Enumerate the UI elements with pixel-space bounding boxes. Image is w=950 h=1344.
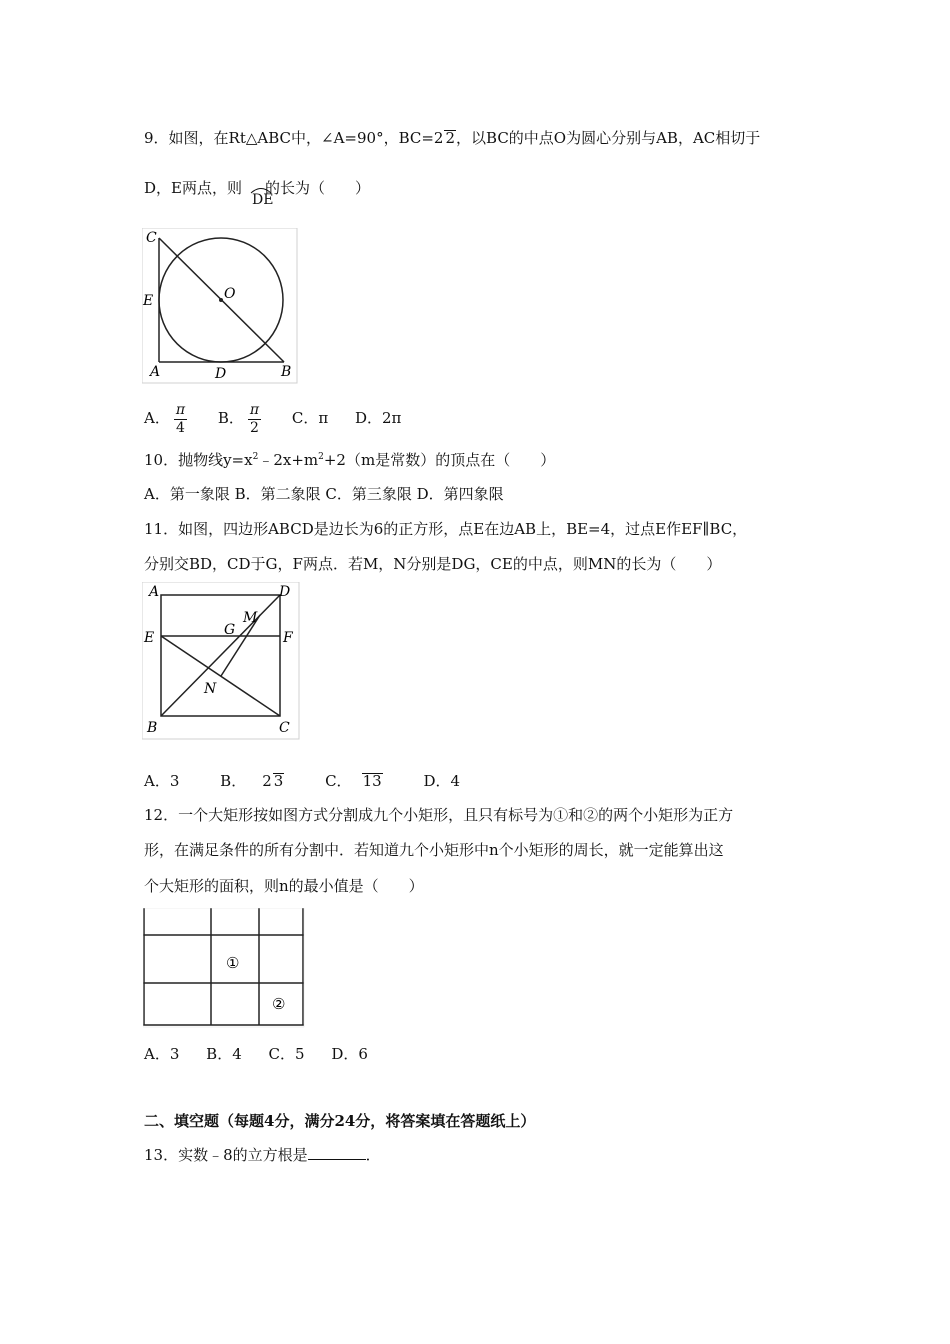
q11-option-b [220,771,284,791]
q11-label-m: M [243,610,258,626]
q9-option-c: C．π [291,409,329,427]
q9-label-a: A [150,364,161,380]
q9-text-part2: ，以BC的中点O为圆心分别与AB，AC相切于 [456,129,761,147]
q9-line1 [144,128,760,148]
q9-arc-label: DE [251,192,274,208]
q10-text-c: +2（m是常数）的顶点在（ ） [323,451,556,469]
q13-answer-blank[interactable] [308,1145,366,1160]
q9-figure [142,228,298,388]
q11-option-c [325,771,383,791]
arc-symbol-icon [250,186,272,194]
q11-options [144,771,482,791]
q9-text-line2a: D，E两点，则 [144,179,242,197]
q9-label-e: E [143,293,154,309]
q9-option-a-num: π [175,401,186,418]
q12-figure [143,908,305,1032]
q10-line1 [144,450,555,470]
q11-option-b-sqrt: 3 [273,772,284,790]
q9-text-part1: 9．如图，在Rt△ABC中，∠A=90°，BC=2 [144,129,444,147]
q11-line1: 11．如图，四边形ABCD是边长为6的正方形，点E在边AB上，BE=4，过点E作EF∥BC， [144,520,748,538]
section2-heading: 二、填空题（每题4分，满分24分，将答案填在答题纸上） [144,1112,536,1130]
q9-center-dot [219,298,223,302]
q11-option-a: A．3 [144,772,180,790]
q11-option-b-coef: 2 [262,772,272,790]
q10-text-b: ﹣2x+m [258,451,319,469]
q12-label-one: ① [226,954,240,972]
q12-options [144,1044,390,1064]
q9-option-b [218,398,265,438]
q9-line2 [144,178,370,208]
q9-text-line2b: 的长为（ ） [264,179,370,197]
q12-option-b: B．4 [206,1045,242,1063]
q12-option-c: C．5 [268,1045,305,1063]
q12-option-a: A．3 [144,1045,180,1063]
q9-option-b-prefix: B． [217,409,244,427]
q9-option-b-frac [248,402,261,437]
q11-label-a: A [149,584,160,600]
q11-figure [142,582,300,744]
q9-option-a-den: 4 [175,419,185,436]
q11-diagonal-bd [161,595,280,716]
q10-sup1: 2 [252,452,259,462]
q11-line2: 分别交BD，CD于G，F两点．若M，N分别是DG，CE的中点，则MN的长为（ ） [144,555,722,573]
q9-option-d: D．2π [354,409,402,427]
q13-text: 13．实数﹣8的立方根是 [144,1146,308,1164]
q11-option-b-prefix: B． [220,772,247,790]
q9-option-b-den: 2 [250,419,259,436]
q9-arc-de [242,178,274,208]
q9-sqrt: 2 [445,129,456,147]
q11-option-c-sqrt: 13 [362,772,382,790]
q12-option-d: D．6 [331,1045,368,1063]
q11-label-f: F [283,630,293,646]
q11-label-e: E [144,630,155,646]
q13-line [144,1145,381,1165]
q9-label-o: O [224,286,236,302]
q11-segment-ce [161,636,280,716]
q10-text-a: 10．抛物线y=x [144,451,253,469]
q10-options: A．第一象限 B．第二象限 C．第三象限 D．第四象限 [144,485,504,503]
q11-option-d: D．4 [423,772,461,790]
q9-option-a-frac [174,402,187,437]
q10-sup2: 2 [318,452,324,462]
q9-option-a [144,398,191,438]
q11-label-c: C [279,720,290,736]
q9-label-b: B [281,364,292,380]
q11-label-b: B [147,720,158,736]
q11-label-g: G [224,622,236,638]
q9-option-b-num: π [249,401,260,418]
q11-label-d: D [279,584,291,600]
q12-line2: 形，在满足条件的所有分割中．若知道九个小矩形中n个小矩形的周长，就一定能算出这 [144,841,724,859]
q9-option-a-prefix: A． [144,409,170,427]
q12-line1: 12．一个大矩形按如图方式分割成九个小矩形，且只有标号为①和②的两个小矩形为正方 [144,806,734,824]
q9-options [144,398,423,438]
q13-end: ． [365,1146,381,1164]
q11-label-n: N [204,681,217,697]
q12-label-two: ② [272,995,286,1013]
q9-label-d: D [215,366,227,382]
q9-label-c: C [146,230,157,246]
q12-line3: 个大矩形的面积，则n的最小值是（ ） [144,877,424,895]
q11-option-c-prefix: C． [325,772,352,790]
